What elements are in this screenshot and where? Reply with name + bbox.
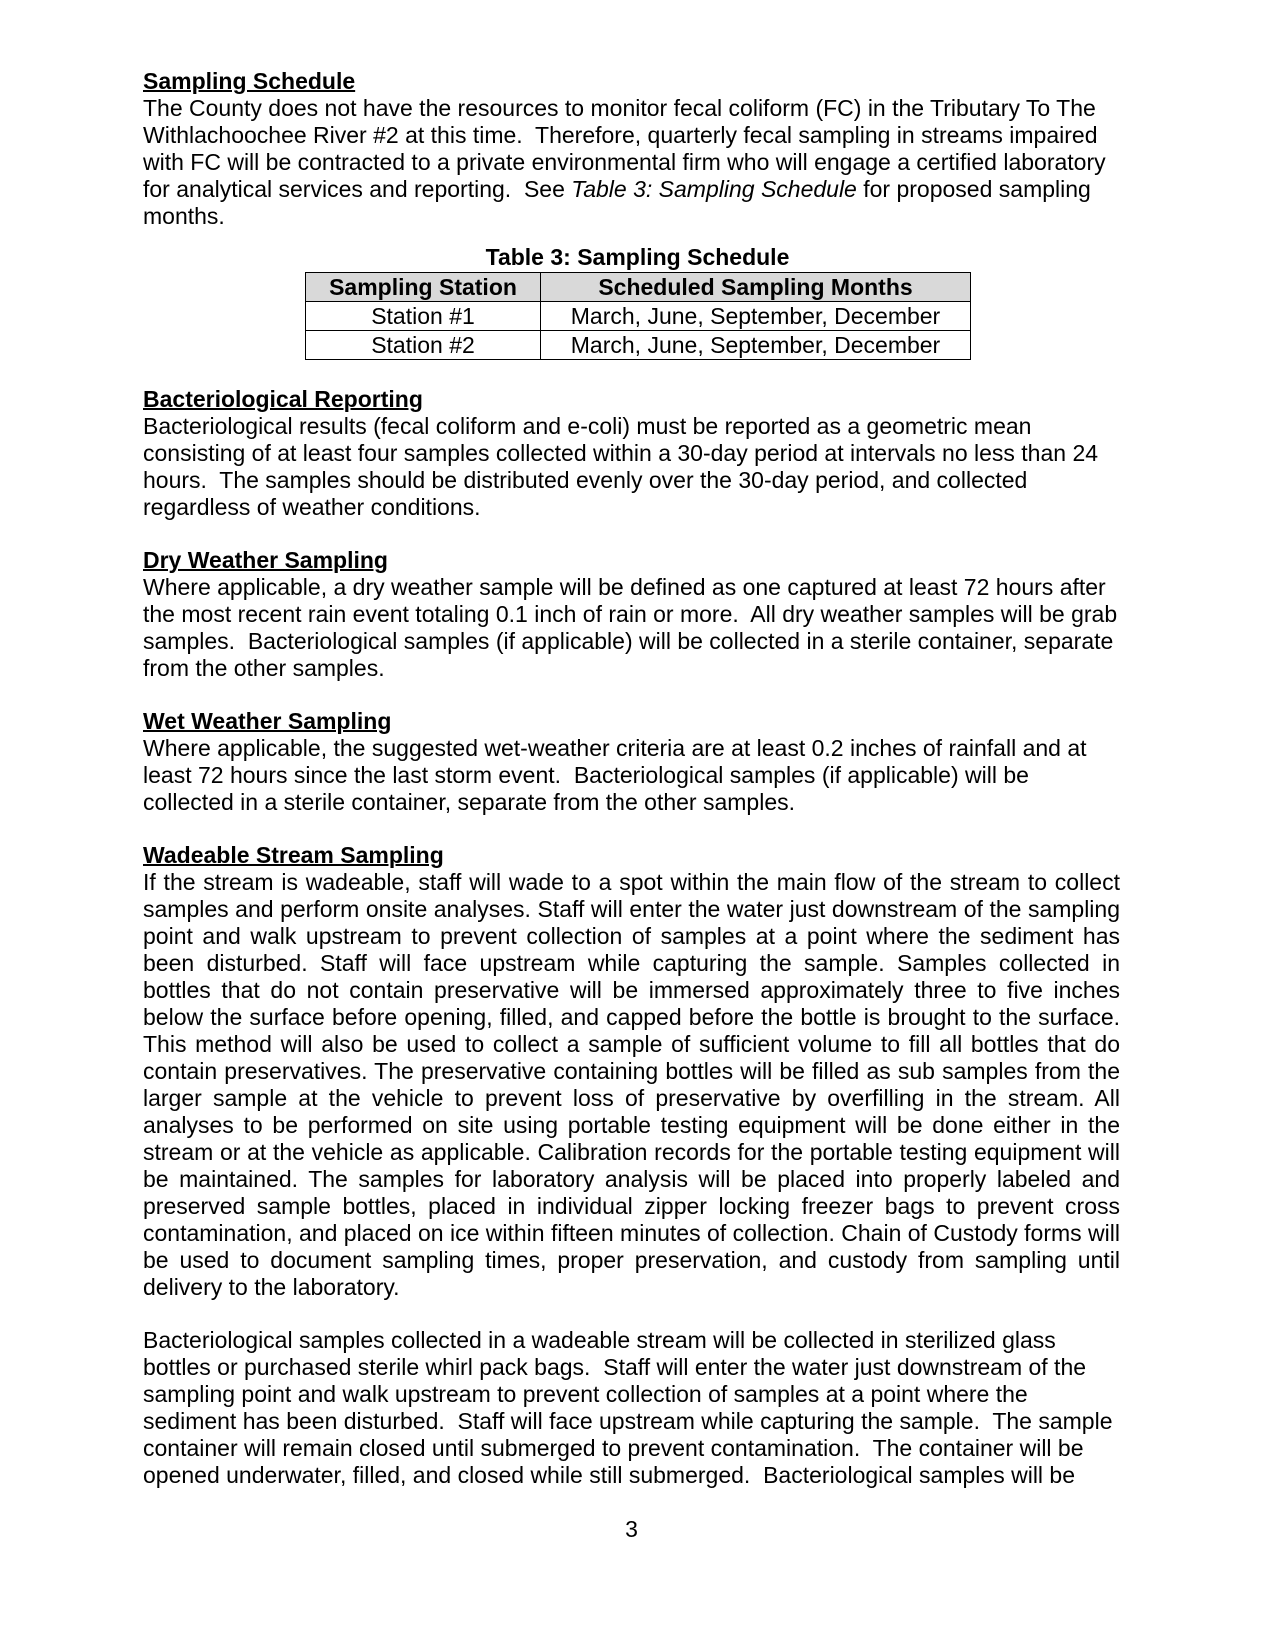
table-header-row [306,273,971,302]
section-sampling-schedule [143,68,1120,230]
paragraph-bacteriological-reporting: Bacteriological results (fecal coliform and e-coli) must be reported as a geometric mean consisting of at least four samples collected within a 30-day period at intervals no less than 24 hours. The samples should be distributed evenly over the 30-day period, and collected regardless of weather conditions. [143,413,1105,520]
cell-months: March, June, September, December [541,302,971,331]
cell-months: March, June, September, December [541,331,971,360]
column-header-scheduled-months: Scheduled Sampling Months [541,273,971,302]
heading-wet-weather-sampling: Wet Weather Sampling [143,708,392,734]
table-reference-italic: Table 3: Sampling Schedule [571,176,857,202]
cell-station: Station #2 [306,331,541,360]
paragraph-text: for proposed sampling months. [143,176,1098,229]
table-row [306,302,971,331]
sampling-schedule-table [305,272,971,360]
section-wadeable-stream-sampling [143,842,1120,1489]
heading-bacteriological-reporting: Bacteriological Reporting [143,386,423,412]
page-content [143,68,1124,1489]
table3-block [143,244,1120,360]
cell-station: Station #1 [306,302,541,331]
section-wet-weather-sampling [143,708,1120,816]
table3-title: Table 3: Sampling Schedule [485,244,790,270]
paragraph-sampling-schedule [143,95,1120,230]
section-bacteriological-reporting [143,386,1120,521]
heading-dry-weather-sampling: Dry Weather Sampling [143,547,388,573]
paragraph-wadeable-stream-sampling-2: Bacteriological samples collected in a wadeable stream will be collected in sterilized glass bottles or purchased sterile whirl pack bags. Staff will enter the water just downstream of the sampling point and walk upstream to prevent collection of samples at a point where the sediment has been disturbed. Staff will face upstream while capturing the sample. The sample container will remain closed until submerged to prevent contamination. The container will be opened underwater, filled, and closed while still submerged. Bacteriological samples will be [143,1327,1119,1488]
column-header-sampling-station: Sampling Station [306,273,541,302]
section-dry-weather-sampling [143,547,1124,682]
paragraph-dry-weather-sampling: Where applicable, a dry weather sample will be defined as one captured at least 72 hours after the most recent rain event totaling 0.1 inch of rain or more. All dry weather samples will be grab samples. Bacteriological samples (if applicable) will be collected in a sterile container, separate from the other samples. [143,574,1124,681]
paragraph-text: The County does not have the resources to monitor fecal coliform (FC) in the Tributary To The Withlachoochee River #2 at this time. Therefore, quarterly fecal sampling in streams impaired with FC will be contracted to a private environmental firm who will engage a certified laboratory for analytical services and reporting. See [143,95,1112,202]
heading-wadeable-stream-sampling: Wadeable Stream Sampling [143,842,444,868]
page-number: 3 [625,1516,638,1542]
paragraph-wadeable-stream-sampling-1: If the stream is wadeable, staff will wade to a spot within the main flow of the stream to collect samples and perform onsite analyses. Staff will enter the water just downstream of the sampling point and walk upstream to prevent collection of samples at a point where the sediment has been disturbed. Staff will face upstream while capturing the sample. Samples collected in bottles that do not contain preservative will be immersed approximately three to five inches below the surface before opening, filled, and capped before the bottle is brought to the surface. This method will also be used to collect a sample of sufficient volume to fill all bottles that do contain preservatives. The preservative containing bottles will be filled as sub samples from the larger sample at the vehicle to prevent loss of preservative by overfilling in the stream. All analyses to be performed on site using portable testing equipment will be done either in the stream or at the vehicle as applicable. Calibration records for the portable testing equipment will be maintained. The samples for laboratory analysis will be placed into properly labeled and preserved sample bottles, placed in individual zipper locking freezer bags to prevent cross contamination, and placed on ice within fifteen minutes of collection. Chain of Custody forms will be used to document sampling times, proper preservation, and custody from sampling until delivery to the laboratory. [143,869,1120,1300]
heading-sampling-schedule: Sampling Schedule [143,68,356,94]
table-row [306,331,971,360]
paragraph-wet-weather-sampling: Where applicable, the suggested wet-weather criteria are at least 0.2 inches of rainfall and at least 72 hours since the last storm event. Bacteriological samples (if applicable) will be collected in a sterile container, separate from the other samples. [143,735,1093,815]
